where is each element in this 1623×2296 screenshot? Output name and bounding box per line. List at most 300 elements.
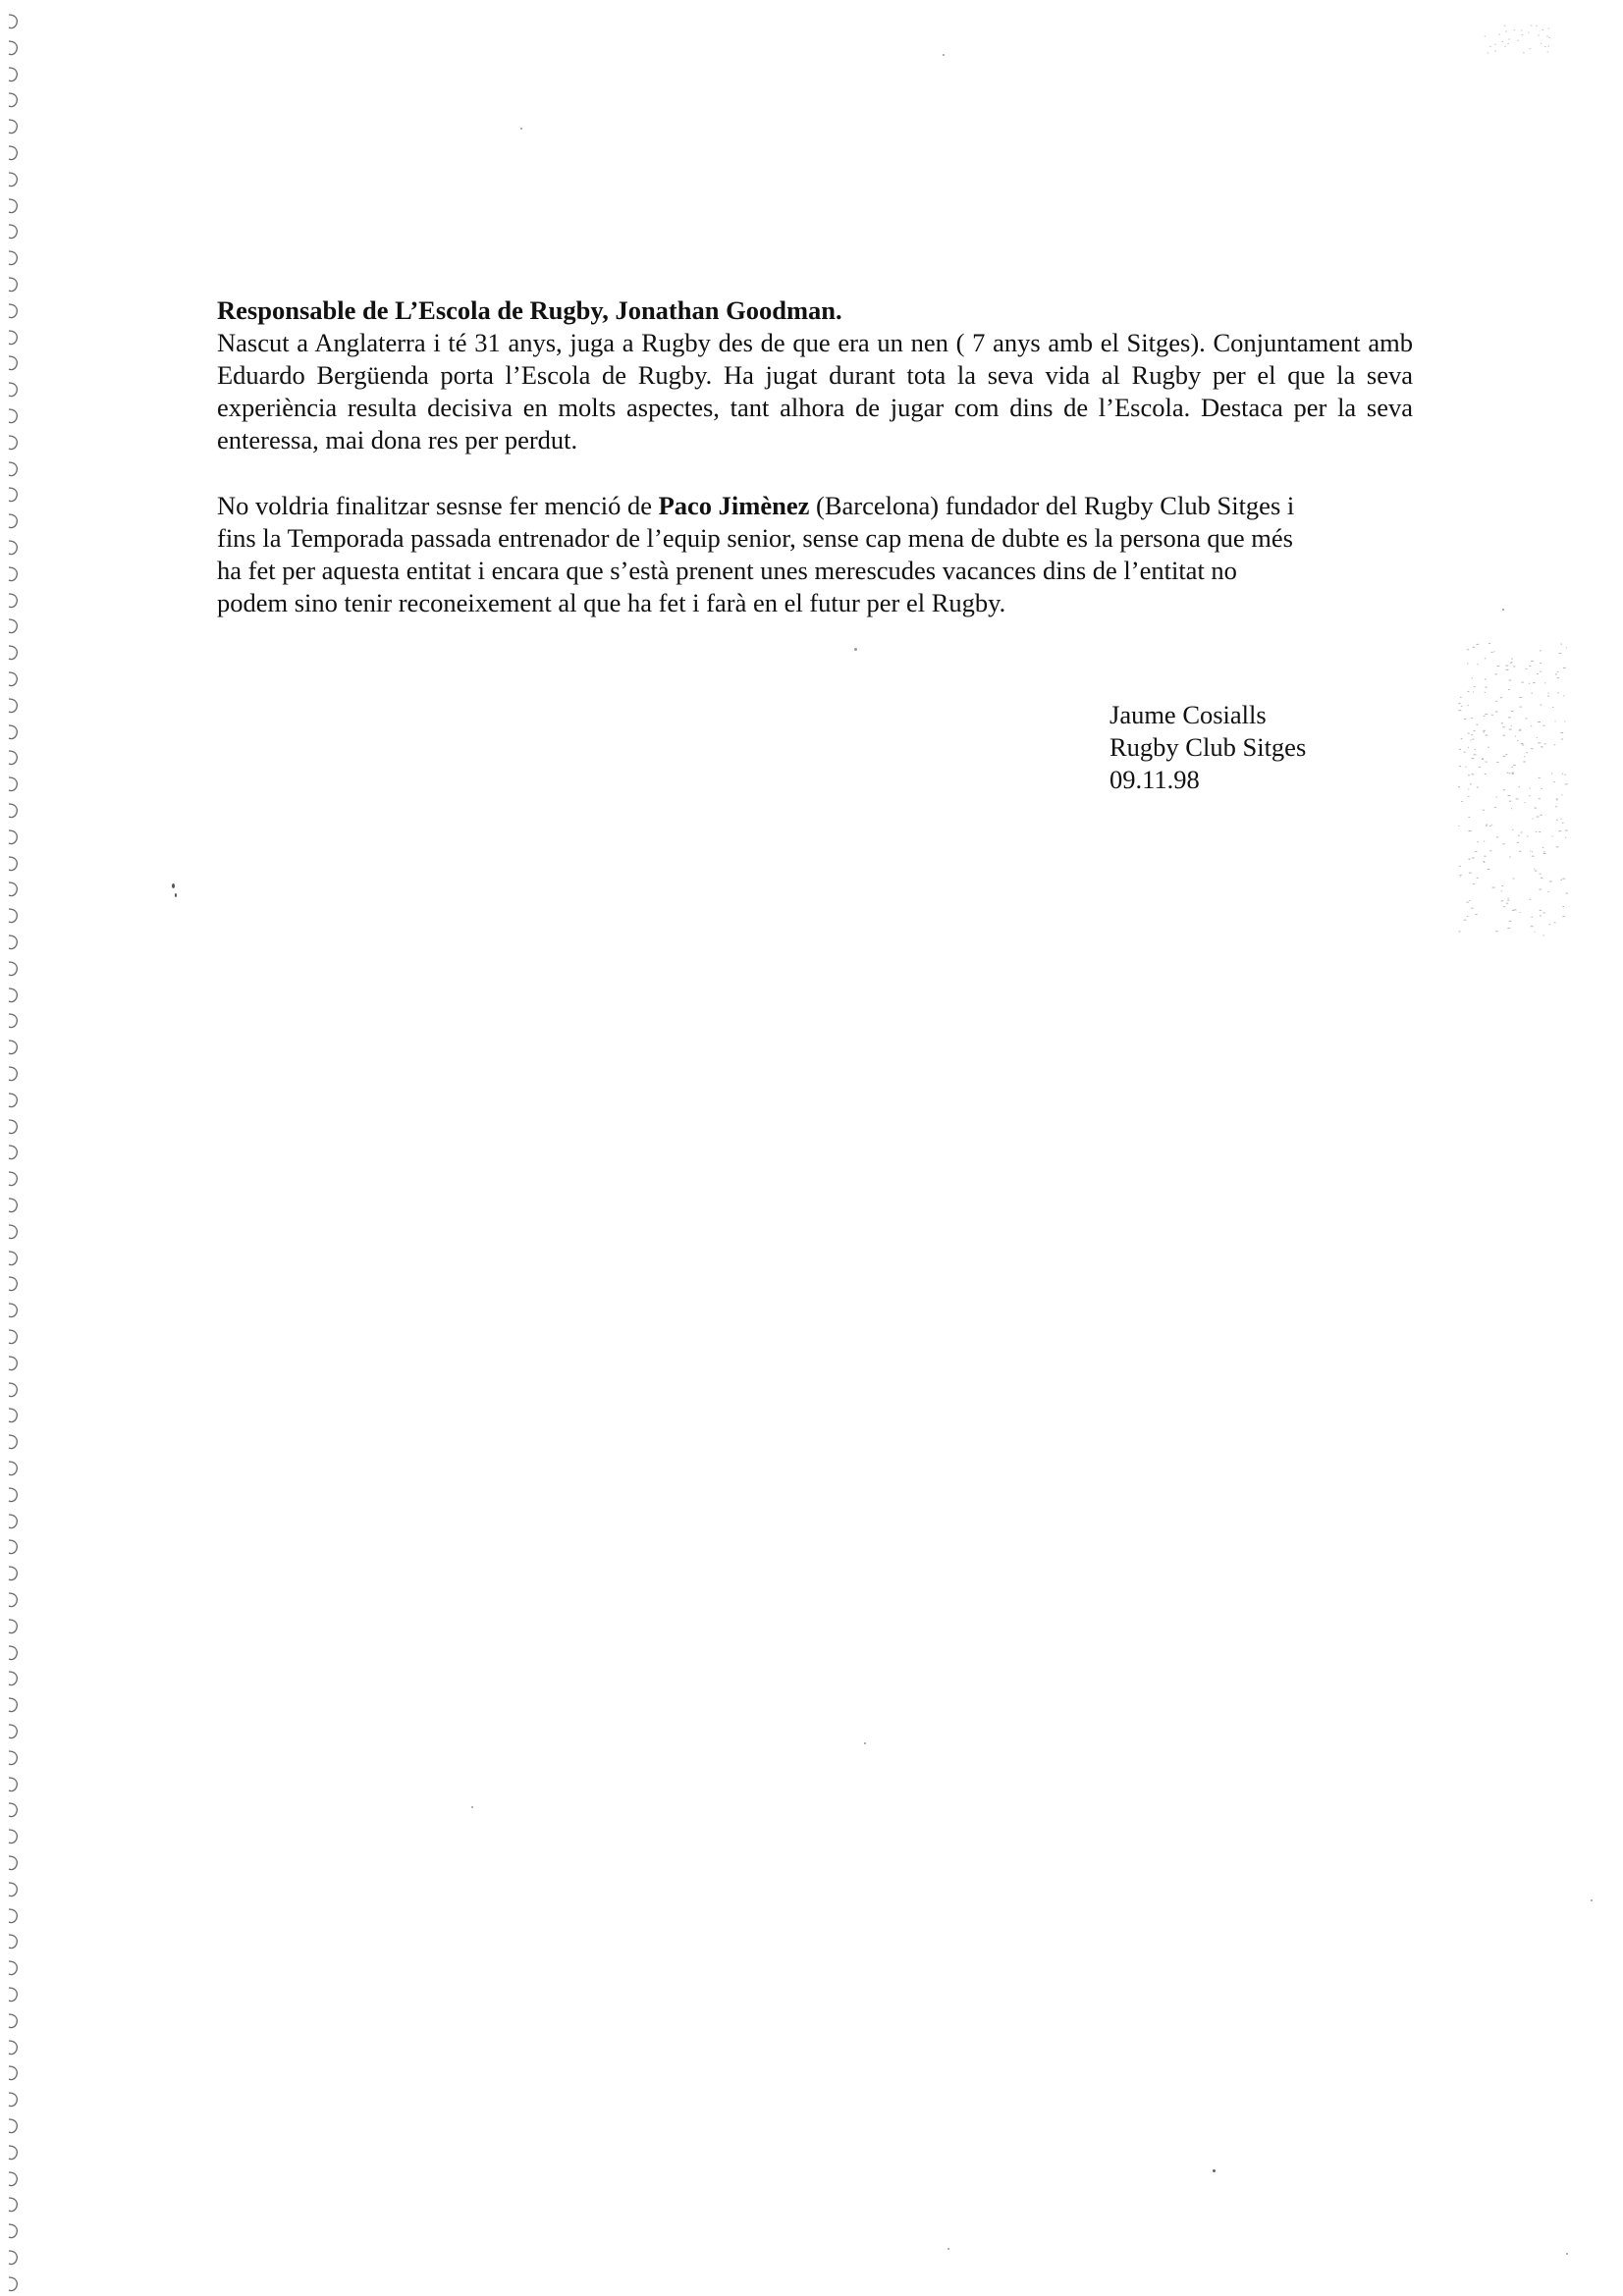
noise-dot	[1468, 796, 1470, 797]
noise-dot	[1471, 908, 1473, 909]
noise-dot	[1477, 787, 1479, 788]
noise-dot	[1531, 725, 1532, 726]
noise-dot	[1535, 932, 1536, 933]
binder-hole	[4, 1800, 22, 1820]
noise-dot	[1494, 44, 1496, 45]
noise-dot	[1528, 32, 1530, 33]
scan-speck	[172, 883, 175, 888]
document-body	[217, 294, 1413, 619]
binder-hole	[4, 1932, 22, 1951]
paragraph-jimenez-line-1-rest: (Barcelona) fundador del Rugby Club Sitges i	[809, 491, 1295, 520]
noise-dot	[1517, 842, 1519, 843]
noise-dot	[1475, 851, 1477, 852]
noise-dot	[1484, 841, 1485, 842]
noise-dot	[1540, 874, 1542, 875]
noise-dot	[1560, 880, 1562, 881]
noise-dot	[1458, 710, 1461, 711]
binder-hole	[4, 854, 22, 874]
noise-dot	[1522, 745, 1524, 746]
noise-dot	[1512, 773, 1515, 774]
noise-dot	[1485, 35, 1487, 36]
noise-dot	[1538, 721, 1541, 722]
noise-dot	[1547, 891, 1548, 892]
noise-dot	[1557, 677, 1559, 678]
noise-dot	[1531, 661, 1534, 662]
noise-dot	[1542, 847, 1543, 848]
binder-hole	[4, 1880, 22, 1899]
noise-dot	[1560, 819, 1561, 820]
binder-hole	[4, 1169, 22, 1189]
noise-dot	[1526, 718, 1528, 719]
signature-block	[1109, 699, 1306, 796]
noise-dot	[1468, 774, 1470, 775]
noise-dot	[1509, 680, 1512, 681]
noise-dot	[1533, 819, 1534, 820]
noise-dot	[1563, 695, 1564, 696]
noise-dot	[1521, 682, 1523, 683]
noise-dot	[1538, 742, 1541, 743]
binder-hole	[4, 38, 22, 58]
paragraph-jimenez-line-1	[217, 490, 1413, 522]
noise-dot	[1552, 835, 1553, 836]
binder-hole	[4, 616, 22, 636]
binder-hole	[4, 301, 22, 321]
noise-dot	[1514, 909, 1517, 910]
noise-dot	[1542, 29, 1544, 30]
noise-dot	[1484, 856, 1486, 857]
noise-dot	[1482, 759, 1484, 760]
noise-dot	[1505, 754, 1507, 755]
binder-hole	[4, 143, 22, 163]
noise-dot	[1495, 712, 1498, 713]
noise-dot	[1541, 705, 1542, 706]
binder-hole	[4, 1695, 22, 1715]
noise-dot	[1496, 836, 1498, 837]
binder-hole	[4, 1064, 22, 1084]
binder-hole	[4, 1249, 22, 1268]
binder-hole	[4, 222, 22, 241]
noise-dot	[1519, 851, 1521, 852]
binder-hole	[4, 1827, 22, 1846]
noise-dot	[1547, 51, 1549, 52]
binder-hole	[4, 2011, 22, 2031]
noise-dot	[1514, 29, 1516, 30]
binder-hole	[4, 406, 22, 426]
noise-dot	[1460, 875, 1462, 876]
noise-dot	[1507, 773, 1509, 774]
noise-dot	[1553, 781, 1555, 782]
noise-dot	[1529, 683, 1530, 684]
noise-dot	[1564, 774, 1566, 775]
noise-dot	[1502, 843, 1504, 844]
noise-dot	[1554, 744, 1556, 745]
noise-dot	[1544, 682, 1545, 683]
noise-dot	[1461, 738, 1463, 739]
noise-dot	[1537, 737, 1538, 738]
noise-dot	[1531, 748, 1534, 749]
noise-dot	[1538, 34, 1540, 35]
scan-speck	[864, 1742, 866, 1744]
noise-dot	[1489, 46, 1491, 47]
noise-dot	[1471, 734, 1473, 735]
noise-dot	[1468, 817, 1470, 818]
noise-dot	[1504, 26, 1506, 27]
noise-dot	[1548, 37, 1550, 38]
noise-dot	[1563, 916, 1566, 917]
noise-dot	[1508, 39, 1510, 40]
noise-dot	[1531, 926, 1534, 927]
noise-dot	[1469, 830, 1472, 831]
noise-dot	[1529, 666, 1531, 667]
noise-dot	[1511, 808, 1512, 809]
noise-dot	[1458, 932, 1460, 933]
binder-hole	[4, 196, 22, 216]
noise-dot	[1539, 798, 1541, 799]
noise-dot	[1468, 733, 1470, 734]
noise-dot	[1535, 871, 1538, 872]
noise-dot	[1512, 829, 1513, 830]
noise-dot	[1513, 765, 1516, 766]
noise-dot	[1556, 820, 1558, 821]
noise-dot	[1548, 924, 1550, 925]
binder-hole	[4, 986, 22, 1005]
noise-dot	[1485, 692, 1486, 693]
noise-dot	[1469, 873, 1472, 874]
noise-dot	[1540, 663, 1542, 664]
binder-hole	[4, 12, 22, 31]
noise-dot	[1502, 41, 1504, 42]
noise-dot	[1488, 747, 1489, 748]
noise-dot	[1533, 682, 1536, 683]
noise-dot	[1472, 758, 1475, 759]
noise-dot	[1507, 900, 1509, 901]
noise-dot	[1470, 739, 1471, 740]
noise-dot	[1520, 729, 1521, 730]
binder-hole	[4, 1406, 22, 1425]
noise-dot	[1515, 736, 1516, 737]
noise-dot	[1520, 912, 1521, 913]
binder-hole	[4, 564, 22, 584]
noise-dot	[1548, 28, 1550, 29]
paragraph-goodman: Nascut a Anglaterra i té 31 anys, juga a Rugby des de que era un nen ( 7 anys amb el Sitges). Conjuntament amb Eduardo Bergüenda porta l’Escola de Rugby. Ha jugat durant tota la seva vida al Rugby per el que la seva experiència resulta decisiva en molts aspectes, tant alhora de jugar com dins de l’Escola. Destaca per la seva enteressa, mai dona res per perdut.	[217, 328, 1413, 454]
noise-dot	[1555, 674, 1557, 675]
noise-dot	[1468, 705, 1469, 706]
noise-dot	[1500, 697, 1502, 698]
noise-dot	[1486, 687, 1488, 688]
noise-dot	[1467, 691, 1469, 692]
noise-dot	[1532, 856, 1535, 857]
scan-noise-cluster	[1443, 643, 1581, 957]
noise-dot	[1483, 730, 1486, 731]
noise-dot	[1547, 696, 1549, 697]
noise-dot	[1530, 899, 1532, 900]
noise-dot	[1512, 767, 1513, 768]
binder-hole	[4, 90, 22, 110]
noise-dot	[1527, 836, 1528, 837]
noise-dot	[1477, 841, 1479, 842]
noise-dot	[1507, 928, 1510, 929]
noise-dot	[1508, 898, 1509, 899]
noise-dot	[1519, 730, 1522, 731]
noise-dot	[1495, 931, 1498, 932]
noise-dot	[1544, 743, 1546, 744]
noise-dot	[1532, 851, 1533, 852]
binder-hole	[4, 170, 22, 189]
binder-hole	[4, 1301, 22, 1320]
noise-dot	[1496, 796, 1497, 797]
noise-dot	[1467, 649, 1469, 650]
scan-speck	[943, 54, 945, 56]
noise-dot	[1496, 701, 1498, 702]
binder-hole	[4, 1958, 22, 1978]
binder-hole	[4, 2221, 22, 2241]
noise-dot	[1501, 900, 1504, 901]
noise-dot	[1476, 724, 1478, 725]
binder-hole	[4, 117, 22, 136]
noise-dot	[1503, 906, 1505, 907]
paragraph-spacer	[217, 456, 1413, 490]
noise-dot	[1542, 725, 1544, 726]
noise-dot	[1505, 31, 1507, 32]
noise-dot	[1498, 34, 1500, 35]
noise-dot	[1534, 869, 1535, 870]
scan-speck	[175, 893, 177, 897]
noise-dot	[1543, 912, 1545, 913]
noise-dot	[1483, 731, 1485, 732]
binder-hole	[4, 933, 22, 952]
scan-speck	[947, 2248, 949, 2250]
noise-dot	[1525, 802, 1526, 803]
noise-dot	[1486, 735, 1488, 736]
noise-dot	[1469, 859, 1471, 860]
scan-speck	[520, 128, 522, 130]
noise-dot	[1496, 762, 1498, 763]
noise-dot	[1491, 715, 1493, 716]
binder-hole	[4, 1432, 22, 1452]
binder-hole	[4, 433, 22, 453]
binder-hole	[4, 1274, 22, 1294]
noise-dot	[1565, 837, 1566, 838]
binder-hole	[4, 906, 22, 926]
noise-dot	[1509, 857, 1511, 858]
noise-dot	[1556, 798, 1558, 799]
binder-hole	[4, 643, 22, 663]
paragraph-jimenez-line-4: podem sino tenir reconeixement al que ha fet i farà en el futur per el Rugby.	[217, 588, 1006, 617]
binder-hole	[4, 1459, 22, 1478]
noise-dot	[1559, 653, 1562, 654]
noise-dot	[1473, 730, 1475, 731]
noise-dot	[1540, 671, 1542, 672]
noise-dot	[1521, 832, 1523, 833]
scan-speck	[471, 1806, 473, 1808]
noise-dot	[1474, 754, 1477, 755]
noise-dot	[1561, 739, 1563, 740]
noise-dot	[1472, 858, 1475, 859]
noise-dot	[1484, 861, 1486, 862]
noise-dot	[1508, 795, 1511, 796]
binder-hole	[4, 1775, 22, 1794]
noise-dot	[1521, 743, 1524, 744]
noise-dot	[1497, 666, 1500, 667]
noise-dot	[1547, 693, 1548, 694]
noise-dot	[1488, 869, 1490, 870]
binder-hole	[4, 1380, 22, 1400]
binder-hole	[4, 1853, 22, 1873]
noise-dot	[1459, 749, 1461, 750]
section-title: Responsable de L’Escola de Rugby, Jonathan Goodman.	[217, 295, 842, 325]
noise-dot	[1563, 906, 1565, 907]
noise-dot	[1494, 807, 1496, 808]
noise-dot	[1534, 808, 1537, 809]
binder-hole	[4, 485, 22, 505]
scan-speck	[1566, 2253, 1568, 2255]
noise-dot	[1541, 746, 1542, 747]
paco-jimenez-name: Paco Jimènez	[658, 491, 810, 520]
noise-dot	[1489, 826, 1491, 827]
noise-dot	[1464, 920, 1467, 921]
binder-hole	[4, 880, 22, 899]
paragraph-jimenez-line-2: fins la Temporada passada entrenador de l’equip senior, sense cap mena de dubte es la persona que més	[217, 523, 1293, 553]
noise-dot	[1467, 916, 1469, 917]
noise-dot	[1557, 671, 1558, 672]
noise-dot	[1544, 46, 1546, 47]
noise-dot	[1537, 673, 1539, 674]
noise-dot	[1489, 850, 1491, 851]
noise-dot	[1561, 644, 1563, 645]
noise-dot	[1472, 677, 1473, 678]
binder-hole	[4, 2248, 22, 2268]
noise-dot	[1536, 831, 1538, 832]
noise-dot	[1460, 877, 1461, 878]
noise-dot	[1488, 52, 1489, 53]
noise-dot	[1485, 679, 1487, 680]
binder-holes-strip	[4, 0, 33, 2296]
noise-dot	[1461, 801, 1463, 802]
noise-dot	[1484, 862, 1485, 863]
noise-dot	[1511, 659, 1513, 660]
noise-dot	[1562, 879, 1565, 880]
noise-dot	[1471, 718, 1473, 719]
binder-hole	[4, 1617, 22, 1636]
noise-dot	[1549, 881, 1552, 882]
noise-dot	[1484, 716, 1486, 717]
binder-hole	[4, 65, 22, 84]
noise-dot	[1548, 46, 1550, 47]
binder-hole	[4, 1537, 22, 1557]
noise-dot	[1458, 826, 1459, 827]
noise-dot	[1513, 879, 1515, 880]
binder-hole	[4, 774, 22, 794]
binder-hole	[4, 1091, 22, 1110]
noise-dot	[1552, 707, 1553, 708]
binder-hole	[4, 1512, 22, 1531]
noise-dot	[1472, 739, 1474, 740]
noise-dot	[1476, 644, 1479, 645]
binder-hole	[4, 353, 22, 373]
binder-hole	[4, 591, 22, 611]
noise-dot	[1509, 801, 1511, 802]
paragraph-jimenez-line-3: ha fet per aquesta entitat i encara que s’està prenent unes merescudes vacances dins de l’entitat no	[217, 556, 1237, 585]
noise-dot	[1532, 917, 1533, 918]
noise-dot	[1551, 773, 1552, 774]
noise-dot	[1510, 663, 1511, 664]
noise-dot	[1509, 921, 1512, 922]
noise-dot	[1507, 43, 1509, 44]
noise-dot	[1486, 825, 1488, 826]
noise-dot	[1476, 914, 1478, 915]
binder-hole	[4, 696, 22, 716]
binder-hole	[4, 459, 22, 479]
scan-speck	[1502, 609, 1504, 611]
noise-dot	[1562, 794, 1563, 795]
noise-dot	[1519, 786, 1520, 787]
noise-dot	[1508, 689, 1510, 690]
binder-hole	[4, 248, 22, 268]
noise-dot	[1474, 749, 1476, 750]
binder-hole	[4, 748, 22, 768]
noise-dot	[1464, 752, 1466, 753]
noise-dot	[1459, 866, 1461, 867]
noise-dot	[1468, 788, 1469, 789]
noise-dot	[1540, 650, 1542, 651]
noise-dot	[1511, 711, 1513, 712]
noise-dot	[1486, 826, 1487, 827]
noise-dot	[1540, 889, 1542, 890]
noise-dot	[1526, 668, 1528, 669]
binder-hole	[4, 1643, 22, 1663]
noise-dot	[1523, 52, 1525, 53]
noise-dot	[1478, 664, 1479, 665]
noise-dot	[1473, 691, 1474, 692]
noise-dot	[1519, 697, 1522, 698]
signature-club: Rugby Club Sitges	[1109, 732, 1307, 762]
binder-hole	[4, 1327, 22, 1347]
noise-dot	[1517, 40, 1519, 41]
noise-dot	[1490, 652, 1492, 653]
noise-dot	[1558, 830, 1561, 831]
signature-name: Jaume Cosialls	[1109, 700, 1267, 729]
noise-dot	[1543, 934, 1544, 935]
paragraph-jimenez-intro: No voldria finalitzar sesnse fer menció de	[217, 491, 659, 520]
noise-dot	[1491, 825, 1492, 826]
noise-dot	[1543, 853, 1546, 854]
noise-dot	[1474, 686, 1476, 687]
binder-hole	[4, 2169, 22, 2189]
noise-dot	[1473, 883, 1475, 884]
binder-hole	[4, 511, 22, 531]
binder-hole	[4, 2116, 22, 2136]
binder-hole	[4, 2090, 22, 2109]
noise-dot	[1504, 46, 1506, 47]
binder-hole	[4, 328, 22, 347]
noise-dot	[1460, 697, 1462, 698]
noise-dot	[1554, 922, 1556, 923]
noise-dot	[1531, 26, 1533, 27]
noise-dot	[1541, 43, 1542, 44]
noise-dot	[1509, 729, 1512, 730]
binder-hole	[4, 1669, 22, 1688]
noise-dot	[1546, 36, 1548, 37]
noise-dot	[1503, 789, 1505, 790]
noise-dot	[1521, 29, 1523, 30]
noise-dot	[1518, 835, 1520, 836]
noise-dot	[1486, 762, 1488, 763]
binder-hole	[4, 1196, 22, 1215]
noise-dot	[1458, 703, 1460, 704]
binder-hole	[4, 2195, 22, 2215]
noise-dot	[1565, 893, 1568, 894]
noise-dot	[1506, 903, 1508, 904]
